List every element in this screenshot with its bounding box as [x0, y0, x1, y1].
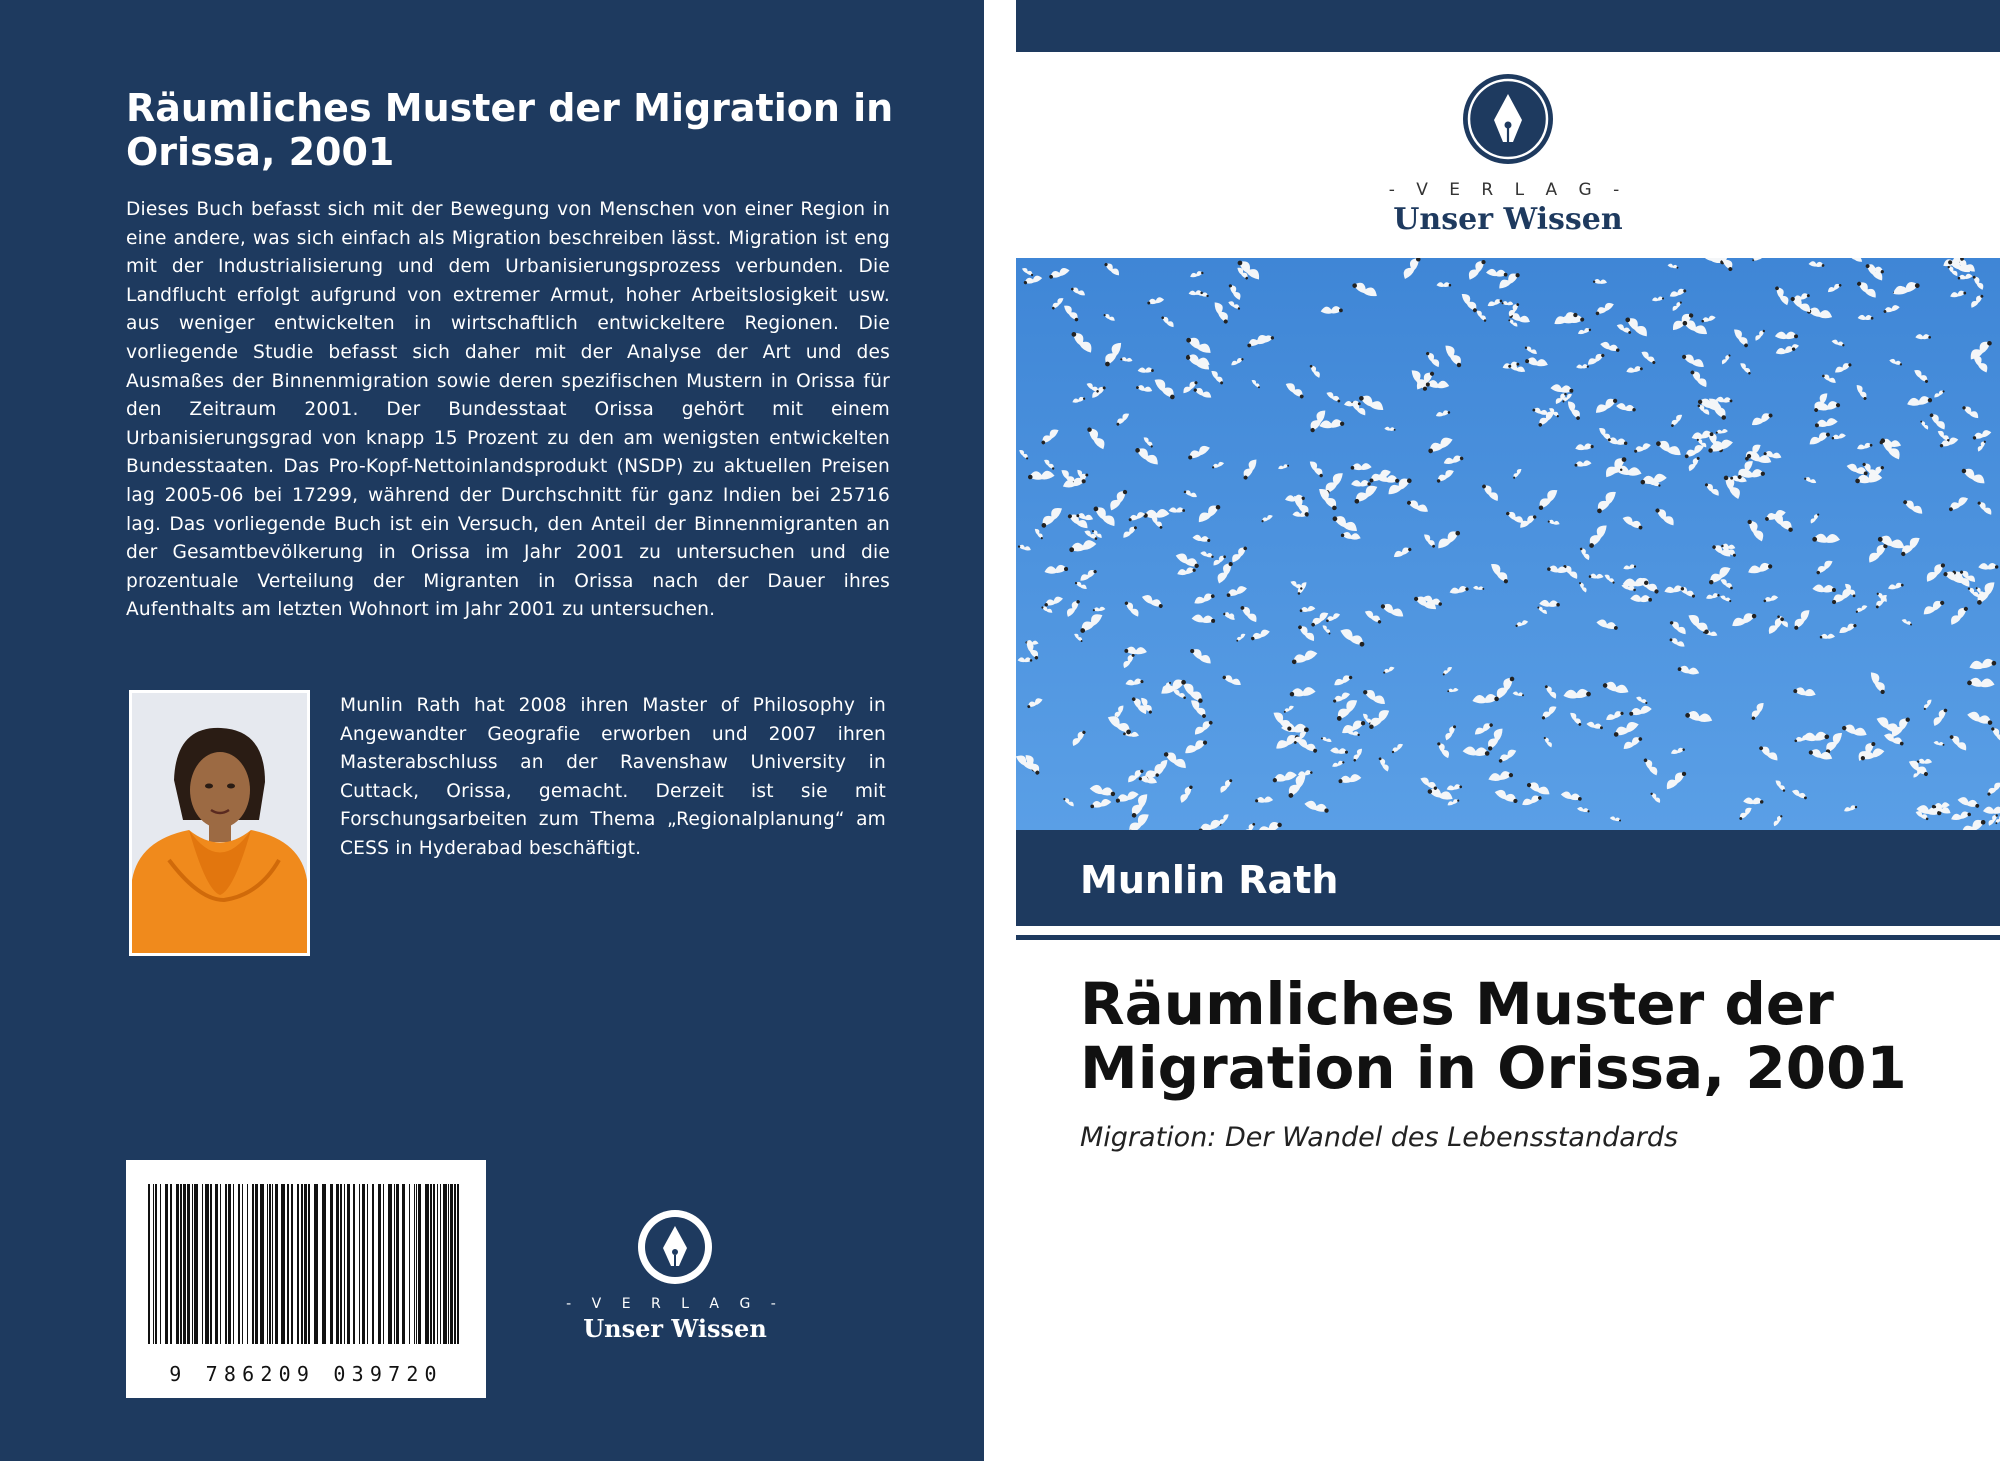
- verlag-label: - V E R L A G -: [566, 1296, 784, 1312]
- verlag-label: - V E R L A G -: [1388, 180, 1628, 200]
- author-bar: [1016, 830, 2000, 926]
- back-cover: [0, 0, 984, 1461]
- publisher-name: Unser Wissen: [583, 1314, 767, 1343]
- publisher-logo-front: [1358, 72, 1658, 237]
- author-photo: [129, 690, 310, 956]
- barcode-bars: [148, 1184, 464, 1344]
- fountain-pen-nib-icon: [1461, 72, 1555, 166]
- book-subtitle: Migration: Der Wandel des Lebensstandards: [1080, 1122, 1679, 1153]
- author-name: Munlin Rath: [1080, 858, 1339, 902]
- front-top-bar: [1016, 0, 2000, 52]
- divider-rule: [1016, 935, 2000, 940]
- fountain-pen-nib-icon: [636, 1208, 714, 1286]
- publisher-name: Unser Wissen: [1393, 202, 1623, 237]
- book-title: Räumliches Muster der Migration in Orissa, 2001: [1080, 970, 1907, 1102]
- front-cover: [1016, 0, 2000, 1461]
- cover-photo-birds: [1016, 258, 2000, 830]
- isbn-barcode: [126, 1160, 486, 1398]
- publisher-logo-back: [560, 1208, 790, 1343]
- back-cover-title: Räumliches Muster der Migration in Orissa, 2001: [126, 86, 894, 174]
- book-blurb: Dieses Buch befasst sich mit der Bewegung von Menschen von einer Region in eine andere, was sich einfach als Migration beschreiben lässt. Migration ist eng mit der Industrialisierung und dem Urbanisierungsprozess verbunden. Die Landflucht erfolgt aufgrund von extremer Armut, hoher Arbeitslosigkeit usw. aus weniger entwickelten in wirtschaftlich entwickeltere Regionen. Die vorliegende Studie befasst sich daher mit der Analyse der Art und des Ausmaßes der Binnenmigration sowie deren spezifischen Mustern in Orissa für den Zeitraum 2001. Der Bundesstaat Orissa gehört mit einem Urbanisierungsgrad von knapp 15 Prozent zu den am wenigsten entwickelten Bundesstaaten. Das Pro-Kopf-Nettoinlandsprodukt (NSDP) zu aktuellen Preisen lag 2005-06 bei 17299, während der Durchschnitt für ganz Indien bei 25716 lag. Das vorliegende Buch ist ein Versuch, den Anteil der Binnenmigranten an der Gesamtbevölkerung in Orissa im Jahr 2001 zu untersuchen und die prozentuale Verteilung der Migranten in Orissa nach der Dauer ihres Aufenthalts am letzten Wohnort im Jahr 2001 zu untersuchen.: [126, 199, 890, 621]
- author-bio: Munlin Rath hat 2008 ihren Master of Philosophy in Angewandter Geografie erworben und 2007 ihren Masterabschluss an der Ravenshaw University in Cuttack, Orissa, gemacht. Derzeit ist sie mit Forschungsarbeiten zum Thema „Regionalplanung“ am CESS in Hyderabad beschäftigt.: [340, 695, 886, 859]
- flock-of-birds-image: [1016, 258, 2000, 830]
- author-portrait-icon: [129, 690, 310, 956]
- isbn-number: 9 786209 039720: [169, 1362, 443, 1386]
